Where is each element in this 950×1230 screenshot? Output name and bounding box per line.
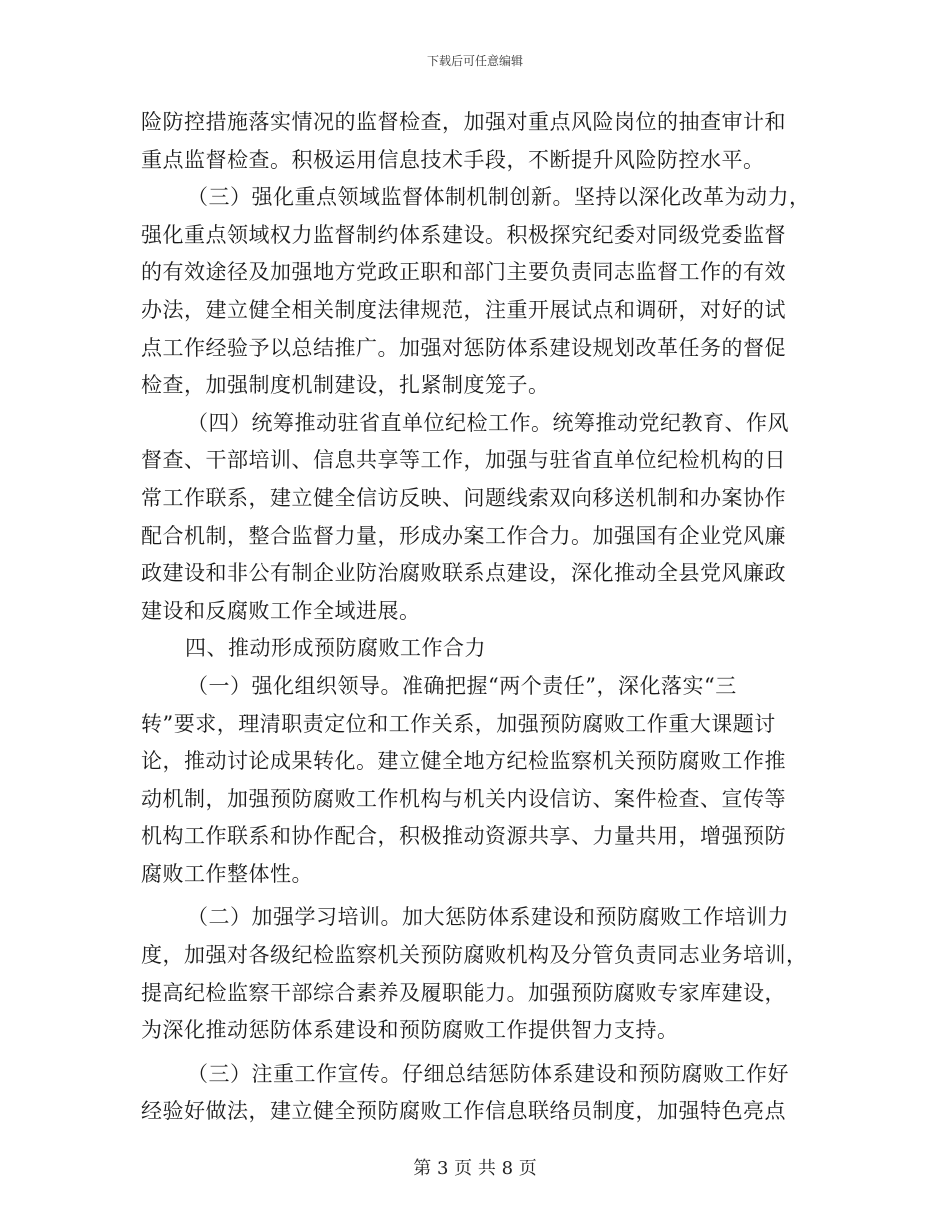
- text-line: 转”要求，理清职责定位和工作关系，加强预防腐败工作重大课题讨: [141, 711, 776, 736]
- text-line: 政建设和非公有制企业防治腐败联系点建设，深化推动全县党风廉政: [141, 561, 786, 586]
- text-line: （三）强化重点领域监督体制机制创新。坚持以深化改革为动力，: [187, 185, 811, 210]
- text-line: 建设和反腐败工作全域进展。: [141, 598, 421, 623]
- text-line: 腐败工作整体性。: [141, 861, 313, 886]
- text-line: 四、推动形成预防腐败工作合力: [185, 636, 486, 661]
- text-line: 强化重点领域权力监督制约体系建设。积极探究纪委对同级党委监督: [141, 222, 786, 247]
- text-line: （三）注重工作宣传。仔细总结惩防体系建设和预防腐败工作好: [187, 1061, 789, 1086]
- text-line: 重点监督检查。积极运用信息技术手段，不断提升风险防控水平。: [141, 147, 765, 172]
- text-line: 常工作联系，建立健全信访反映、问题线索双向移送机制和办案协作: [141, 485, 786, 510]
- text-line: 经验好做法，建立健全预防腐败工作信息联络员制度，加强特色亮点: [141, 1099, 786, 1124]
- text-line: 检查，加强制度机制建设，扎紧制度笼子。: [141, 373, 550, 398]
- page-footer: 第 3 页 共 8 页: [413, 1158, 537, 1179]
- text-line: （四）统筹推动驻省直单位纪检工作。统筹推动党纪教育、作风: [187, 410, 789, 435]
- text-line: （二）加强学习培训。加大惩防体系建设和预防腐败工作培训力: [187, 905, 789, 930]
- text-line: 点工作经验予以总结推广。加强对惩防体系建设规划改革任务的督促: [141, 335, 786, 360]
- text-line: 提高纪检监察干部综合素养及履职能力。加强预防腐败专家库建设，: [141, 980, 786, 1005]
- text-line: 为深化推动惩防体系建设和预防腐败工作提供智力支持。: [141, 1018, 679, 1043]
- page-header: 下载后可任意编辑: [426, 54, 523, 68]
- text-line: 督查、干部培训、信息共享等工作，加强与驻省直单位纪检机构的日: [141, 448, 786, 473]
- document-body: [141, 104, 813, 1131]
- text-line: 的有效途径及加强地方党政正职和部门主要负责同志监督工作的有效: [141, 260, 786, 285]
- text-line: 度，加强对各级纪检监察机关预防腐败机构及分管负责同志业务培训，: [141, 943, 808, 968]
- text-line: 动机制，加强预防腐败工作机构与机关内设信访、案件检查、宣传等: [141, 786, 786, 811]
- text-line: 论，推动讨论成果转化。建立健全地方纪检监察机关预防腐败工作推: [141, 749, 786, 774]
- text-line: 机构工作联系和协作配合，积极推动资源共享、力量共用，增强预防: [141, 824, 786, 849]
- text-line: 配合机制，整合监督力量，形成办案工作合力。加强国有企业党风廉: [141, 523, 786, 548]
- text-line: （一）强化组织领导。准确把握“两个责任”，深化落实“三: [187, 673, 737, 698]
- text-line: 险防控措施落实情况的监督检查，加强对重点风险岗位的抽查审计和: [141, 110, 786, 134]
- text-line: 办法，建立健全相关制度法律规范，注重开展试点和调研，对好的试: [141, 297, 786, 322]
